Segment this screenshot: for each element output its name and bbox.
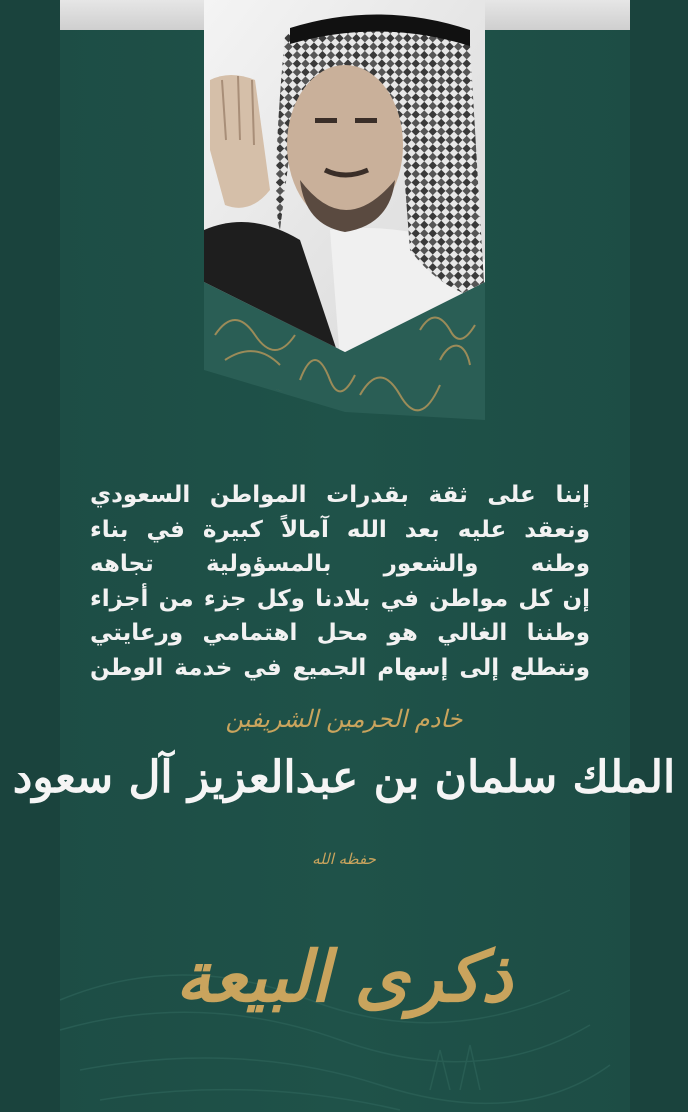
portrait-banner <box>0 0 688 440</box>
king-quote <box>90 478 590 685</box>
quote-line: إن كل مواطن في بلادنا وكل جزء من أجزاء <box>90 585 590 612</box>
king-name: الملك سلمان بن عبدالعزيز آل سعود <box>12 752 676 803</box>
event-title: ذكرى البيعة <box>175 935 513 1018</box>
quote-line: ونتطلع إلى إسهام الجميع في خدمة الوطن <box>90 654 590 681</box>
servant-title: خادم الحرمين الشريفين <box>225 705 463 733</box>
quote-line: وطننا الغالي هو محل اهتمامي ورعايتي <box>90 620 590 646</box>
quote-line: وطنه والشعور بالمسؤولية تجاهه <box>90 551 590 577</box>
blessing: حفظه الله <box>312 850 376 868</box>
quote-line: إننا على ثقة بقدرات المواطن السعودي <box>90 482 590 508</box>
quote-line: ونعقد عليه بعد الله آمالاً كبيرة في بناء <box>90 516 590 543</box>
